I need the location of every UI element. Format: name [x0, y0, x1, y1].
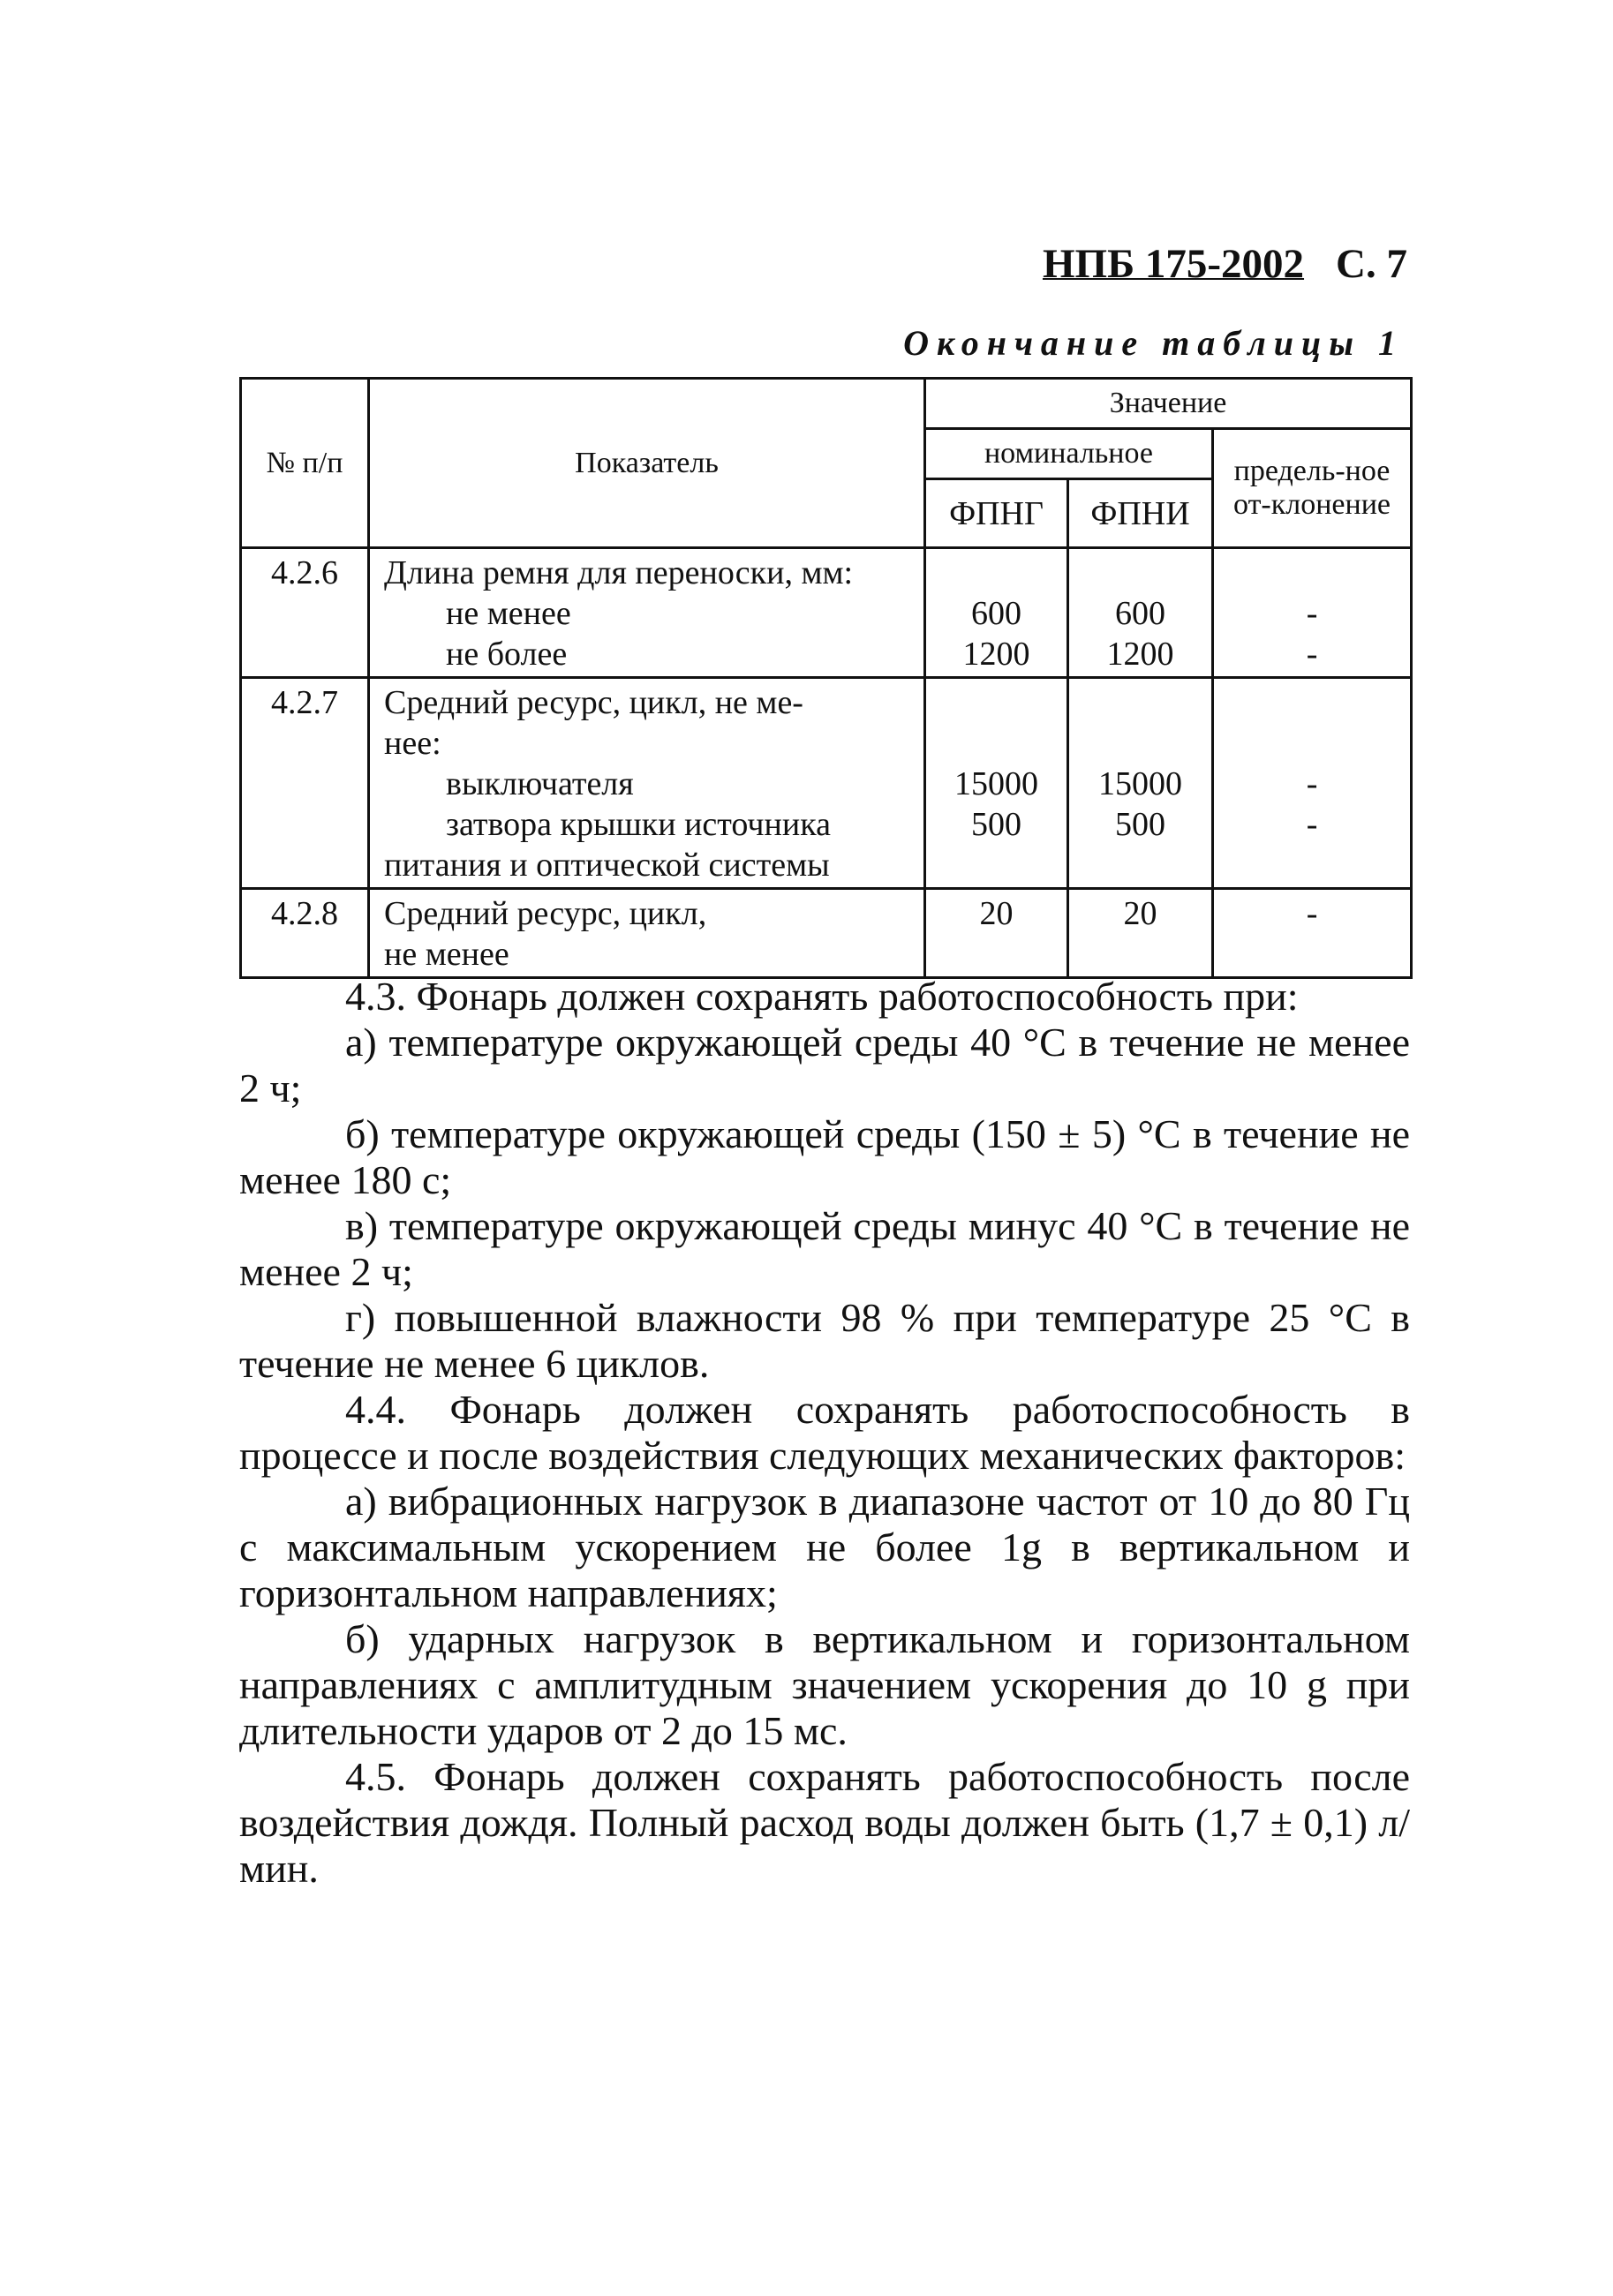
table-row	[241, 548, 1412, 678]
header-fpng: ФПНГ	[925, 479, 1068, 548]
row-num: 4.2.7	[241, 678, 369, 889]
row-limit: - -	[1213, 678, 1412, 889]
page-number: С. 7	[1336, 241, 1407, 287]
row-fpng: 15000 500	[925, 678, 1068, 889]
header-nominal: номинальное	[925, 429, 1213, 479]
row-indicator: Средний ресурс, цикл, не менее	[369, 889, 925, 978]
header-fpni: ФПНИ	[1068, 479, 1213, 548]
row-fpng: 600 1200	[925, 548, 1068, 678]
row-indicator: Средний ресурс, цикл, не ме- нее: выключателя затвора крышки источника питания и оптической системы	[369, 678, 925, 889]
standard-number: НПБ 175-2002	[1042, 241, 1305, 287]
page-header	[1028, 240, 1407, 288]
header-num: № п/п	[241, 379, 369, 548]
row-fpng: 20	[925, 889, 1068, 978]
paragraph-4-3-b: б) температуре окружающей среды (150 ± 5) °С в течение не менее 180 с;	[239, 1111, 1410, 1202]
paragraph-4-5: 4.5. Фонарь должен сохранять работоспособность после воздействия дождя. Полный расход воды должен быть (1,7 ± 0,1) л/мин.	[239, 1754, 1410, 1891]
row-fpni: 600 1200	[1068, 548, 1213, 678]
table-row	[241, 889, 1412, 978]
table-caption: Окончание таблицы 1	[903, 323, 1404, 363]
paragraph-4-3-d: г) повышенной влажности 98 % при температуре 25 °С в течение не менее 6 циклов.	[239, 1295, 1410, 1386]
row-limit: -	[1213, 889, 1412, 978]
header-indicator: Показатель	[369, 379, 925, 548]
paragraph-4-3-c: в) температуре окружающей среды минус 40 °С в течение не менее 2 ч;	[239, 1203, 1410, 1294]
row-limit: - -	[1213, 548, 1412, 678]
row-num: 4.2.6	[241, 548, 369, 678]
row-num: 4.2.8	[241, 889, 369, 978]
paragraph-4-4-a: а) вибрационных нагрузок в диапазоне частот от 10 до 80 Гц с максимальным ускорением не более 1g в вертикальном и горизонтальном направлениях;	[239, 1479, 1410, 1615]
row-fpni: 20	[1068, 889, 1213, 978]
specs-table	[239, 377, 1413, 979]
paragraph-4-4: 4.4. Фонарь должен сохранять работоспособность в процессе и после воздействия следующих механических факторов:	[239, 1387, 1410, 1478]
body-text	[239, 974, 1410, 1892]
paragraph-4-3: 4.3. Фонарь должен сохранять работоспособность при:	[345, 974, 1299, 1019]
paragraph-4-3-a: а) температуре окружающей среды 40 °С в течение не менее 2 ч;	[239, 1020, 1410, 1110]
row-indicator: Длина ремня для переноски, мм: не менее не более	[369, 548, 925, 678]
table-row	[241, 678, 1412, 889]
header-limit: предель-ное от-клонение	[1213, 429, 1412, 548]
paragraph-4-4-b: б) ударных нагрузок в вертикальном и горизонтальном направлениях с амплитудным значением ускорения до 10 g при длительности ударов от 2 до 15 мс.	[239, 1616, 1410, 1753]
header-value: Значение	[925, 379, 1412, 429]
row-fpni: 15000 500	[1068, 678, 1213, 889]
